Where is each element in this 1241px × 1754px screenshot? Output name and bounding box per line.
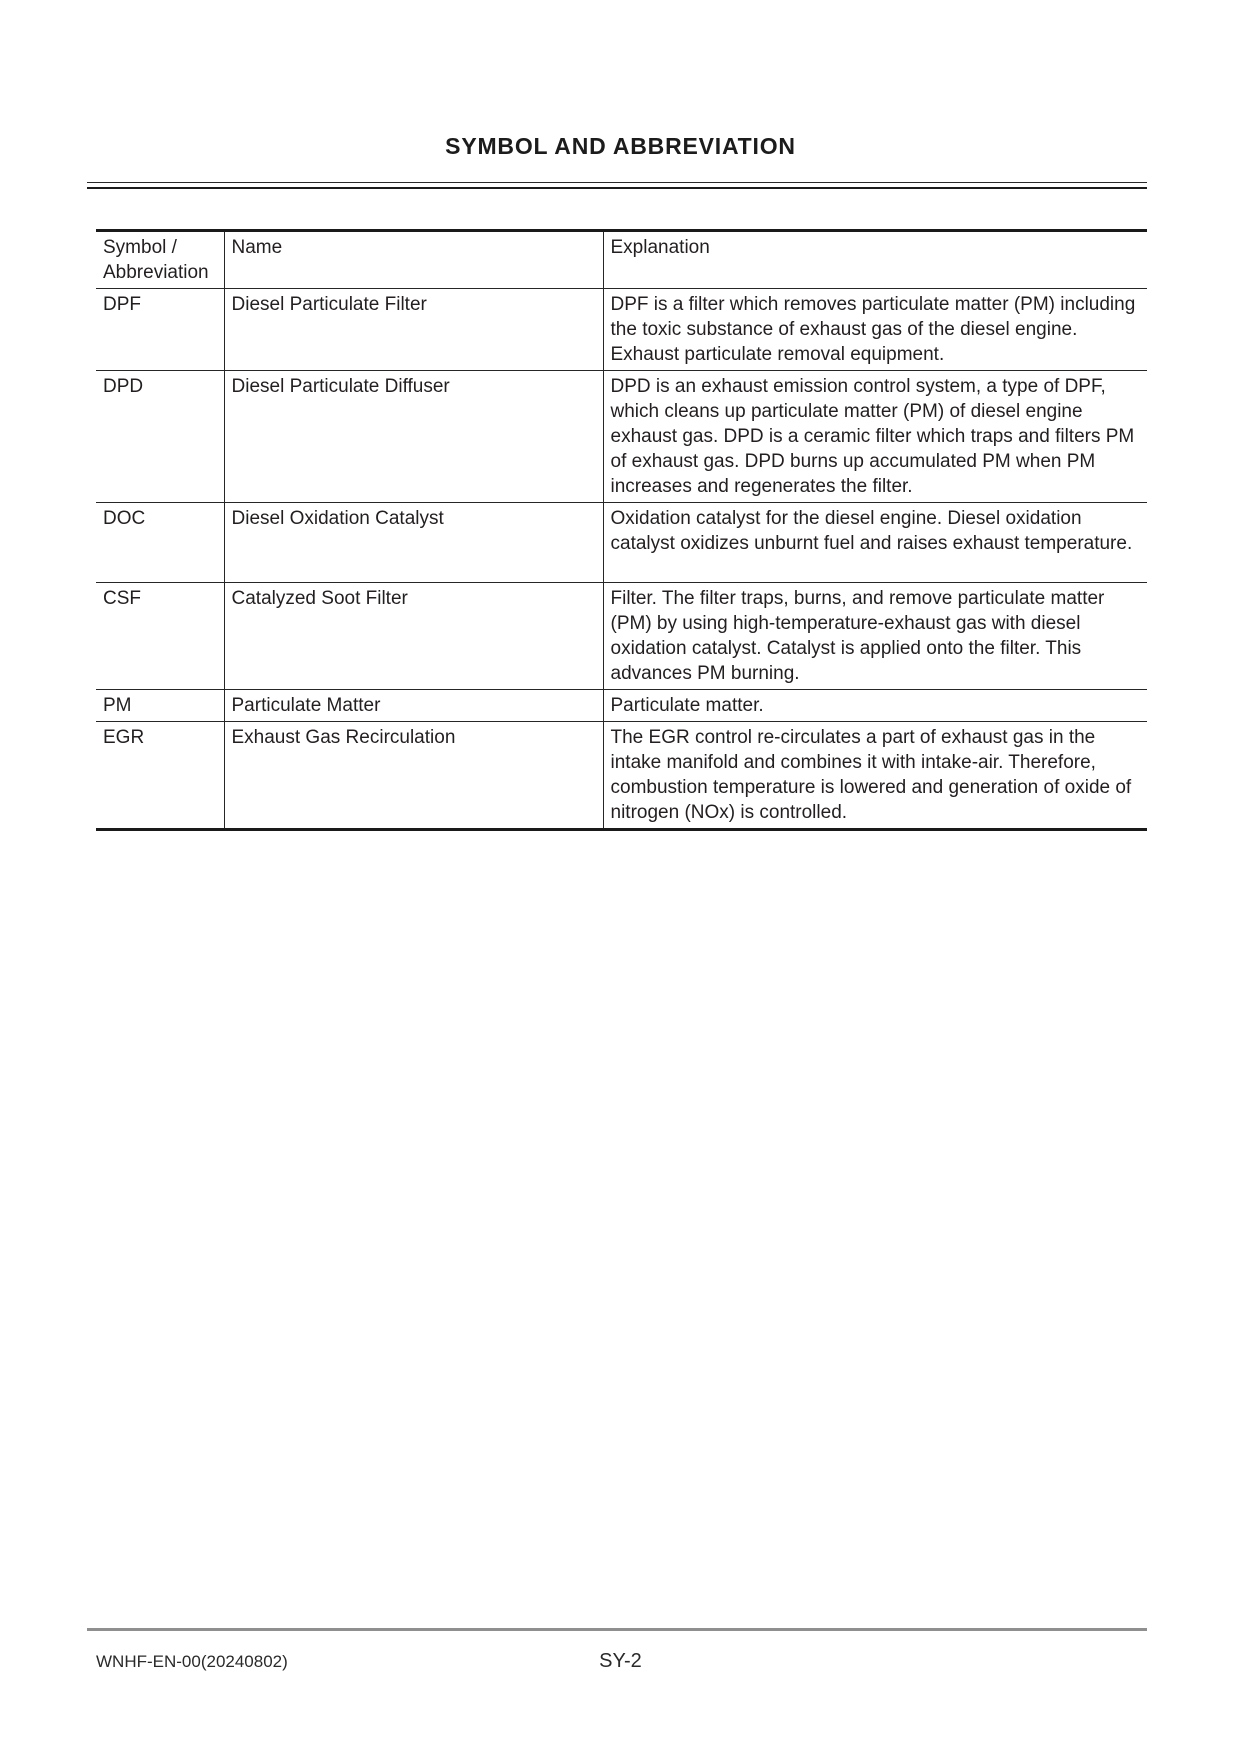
cell-explanation: Oxidation catalyst for the diesel engine. Diesel oxidation catalyst oxidizes unburnt fuel and raises exhaust temperature.: [603, 503, 1147, 583]
table-header-row: [96, 231, 1147, 289]
cell-symbol: DPF: [96, 289, 224, 371]
table-row: [96, 371, 1147, 503]
footer-divider-rule: [87, 1628, 1147, 1631]
page-title: SYMBOL AND ABBREVIATION: [445, 133, 796, 159]
cell-name: Particulate Matter: [224, 690, 603, 722]
cell-name: Diesel Particulate Diffuser: [224, 371, 603, 503]
cell-symbol: EGR: [96, 722, 224, 830]
header-name: Name: [224, 231, 603, 289]
table-row: [96, 583, 1147, 690]
cell-explanation: Filter. The filter traps, burns, and remove particulate matter (PM) by using high-temperature-exhaust gas with diesel oxidation catalyst. Catalyst is applied onto the filter. This advances PM burning.: [603, 583, 1147, 690]
cell-symbol: CSF: [96, 583, 224, 690]
cell-explanation: DPF is a filter which removes particulate matter (PM) including the toxic substance of exhaust gas of the diesel engine. Exhaust particulate removal equipment.: [603, 289, 1147, 371]
cell-explanation: The EGR control re-circulates a part of exhaust gas in the intake manifold and combines it with intake-air. Therefore, combustion temperature is lowered and generation of oxide of nitrogen (NOx) is controlled.: [603, 722, 1147, 830]
cell-explanation: Particulate matter.: [603, 690, 1147, 722]
cell-symbol: PM: [96, 690, 224, 722]
table-row: [96, 690, 1147, 722]
table-row: [96, 289, 1147, 371]
header-symbol-abbreviation: Symbol / Abbreviation: [103, 237, 209, 283]
cell-name: Catalyzed Soot Filter: [224, 583, 603, 690]
cell-symbol: DPD: [96, 371, 224, 503]
table-row: [96, 503, 1147, 583]
cell-name: Diesel Particulate Filter: [224, 289, 603, 371]
cell-explanation: DPD is an exhaust emission control system, a type of DPF, which cleans up particulate matter (PM) of diesel engine exhaust gas. DPD is a ceramic filter which traps and filters PM of exhaust gas. DPD burns up accumulated PM when PM increases and regenerates the filter.: [603, 371, 1147, 503]
cell-name: Diesel Oxidation Catalyst: [224, 503, 603, 583]
cell-symbol: DOC: [96, 503, 224, 583]
cell-name: Exhaust Gas Recirculation: [224, 722, 603, 830]
symbol-abbreviation-table: [96, 229, 1147, 831]
title-divider-rule: [87, 182, 1147, 189]
table-row: [96, 722, 1147, 830]
footer-page-number: SY-2: [599, 1650, 642, 1672]
header-explanation: Explanation: [603, 231, 1147, 289]
footer-document-code: WNHF-EN-00(20240802): [96, 1652, 288, 1671]
